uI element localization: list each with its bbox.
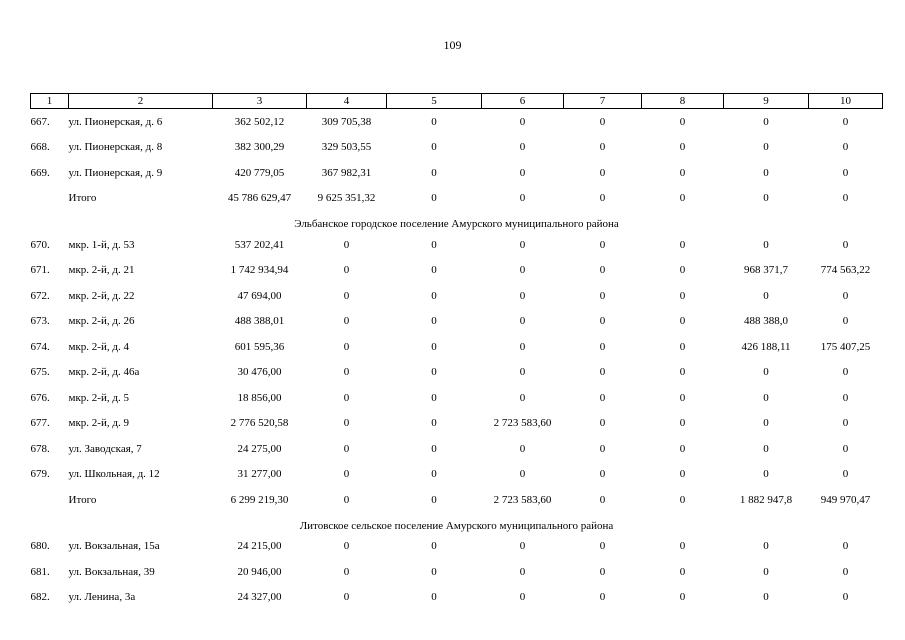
col-8-value: 0 [679, 493, 686, 506]
column-header: 3 [213, 94, 307, 109]
col-7-value: 0 [599, 565, 606, 578]
col-7-value: 0 [599, 115, 606, 128]
col-3-value: 31 277,00 [237, 468, 282, 481]
col-6-value: 2 723 583,60 [493, 417, 552, 430]
col-5-value: 0 [431, 315, 437, 328]
row-number [31, 487, 69, 513]
row-number: 680. [30, 540, 50, 553]
col-5-value: 0 [431, 417, 437, 430]
col-8-value: 0 [679, 315, 686, 328]
page-number: 109 [443, 38, 462, 52]
col-9-value: 0 [763, 391, 769, 404]
table-row [31, 534, 883, 560]
col-3-value: 420 779,05 [234, 166, 285, 179]
address: ул. Вокзальная, 39 [68, 565, 155, 578]
col-4-value: 9 625 351,32 [317, 192, 376, 205]
col-5-value: 0 [431, 166, 437, 179]
col-3-value: 2 776 520,58 [230, 417, 289, 430]
col-4-value: 0 [343, 591, 350, 604]
col-5-value: 0 [431, 493, 437, 506]
col-3-value: 24 275,00 [237, 442, 282, 455]
address: ул. Школьная, д. 12 [68, 468, 160, 481]
row-number: 676. [30, 391, 50, 404]
col-10-value: 0 [842, 115, 849, 128]
column-header: 2 [69, 94, 213, 109]
col-8-value: 0 [679, 289, 686, 302]
address: мкр. 2-й, д. 5 [68, 391, 129, 404]
col-3-value: 20 946,00 [237, 565, 282, 578]
col-9-value: 0 [763, 238, 769, 251]
col-6-value: 0 [519, 115, 526, 128]
col-3-value: 24 327,00 [237, 591, 282, 604]
col-10-value: 0 [842, 366, 849, 379]
address: мкр. 1-й, д. 53 [68, 238, 135, 251]
column-header: 8 [642, 94, 724, 109]
col-9-value: 0 [763, 366, 769, 379]
col-7-value: 0 [599, 391, 606, 404]
col-10-value: 774 563,22 [820, 264, 871, 277]
col-4-value: 0 [343, 493, 350, 506]
table-row [31, 411, 883, 437]
col-5-value: 0 [431, 540, 437, 553]
column-header: 6 [482, 94, 564, 109]
col-9-value: 0 [763, 115, 769, 128]
col-9-value: 0 [763, 192, 769, 205]
col-6-value: 0 [519, 391, 526, 404]
address: ул. Пионерская, д. 6 [68, 115, 163, 128]
address: Итого [68, 192, 97, 205]
col-8-value: 0 [679, 238, 686, 251]
address: Итого [68, 493, 97, 506]
col-10-value: 949 970,47 [820, 493, 871, 506]
row-number: 674. [30, 340, 50, 353]
col-8-value: 0 [679, 468, 686, 481]
col-5-value: 0 [431, 591, 437, 604]
col-9-value: 0 [763, 166, 769, 179]
col-7-value: 0 [599, 289, 606, 302]
col-4-value: 0 [343, 264, 350, 277]
col-7-value: 0 [599, 493, 606, 506]
col-9-value: 426 188,11 [741, 340, 791, 353]
col-3-value: 601 595,36 [234, 340, 285, 353]
col-9-value: 0 [763, 468, 769, 481]
col-4-value: 0 [343, 340, 350, 353]
address: ул. Вокзальная, 15а [68, 540, 160, 553]
col-4-value: 0 [343, 366, 350, 379]
col-7-value: 0 [599, 591, 606, 604]
col-10-value: 175 407,25 [820, 340, 871, 353]
col-7-value: 0 [599, 238, 606, 251]
table-row [31, 283, 883, 309]
table-row [31, 436, 883, 462]
col-10-value: 0 [842, 238, 849, 251]
col-4-value: 0 [343, 540, 350, 553]
col-9-value: 968 371,7 [744, 264, 788, 277]
column-header: 5 [387, 94, 482, 109]
col-6-value: 0 [519, 289, 526, 302]
col-10-value: 0 [842, 391, 849, 404]
col-6-value: 0 [519, 166, 526, 179]
col-3-value: 382 300,29 [234, 141, 285, 154]
col-9-value: 0 [763, 141, 769, 154]
col-9-value: 0 [763, 591, 769, 604]
row-number: 675. [30, 366, 50, 379]
table-row [31, 232, 883, 258]
col-5-value: 0 [431, 192, 437, 205]
col-3-value: 24 215,00 [237, 540, 282, 553]
address: мкр. 2-й, д. 22 [68, 289, 135, 302]
col-8-value: 0 [679, 115, 686, 128]
col-5-value: 0 [431, 442, 437, 455]
column-header: 10 [809, 94, 883, 109]
row-number: 673. [30, 315, 50, 328]
header-row [31, 94, 883, 109]
row-number: 667. [30, 115, 50, 128]
col-3-value: 45 786 629,47 [227, 192, 292, 205]
col-3-value: 47 694,00 [237, 289, 282, 302]
col-5-value: 0 [431, 565, 437, 578]
col-8-value: 0 [679, 192, 686, 205]
column-header: 1 [31, 94, 69, 109]
table-row [31, 462, 883, 488]
row-number: 671. [30, 264, 50, 277]
col-5-value: 0 [431, 468, 437, 481]
col-5-value: 0 [431, 391, 437, 404]
col-5-value: 0 [431, 289, 437, 302]
col-6-value: 0 [519, 366, 526, 379]
col-3-value: 30 476,00 [237, 366, 282, 379]
col-7-value: 0 [599, 166, 606, 179]
col-10-value: 0 [842, 468, 849, 481]
table-row [31, 309, 883, 335]
col-10-value: 0 [842, 141, 849, 154]
col-7-value: 0 [599, 417, 606, 430]
section-row [31, 513, 883, 534]
table-row [31, 109, 883, 135]
address: ул. Ленина, 3а [68, 591, 136, 604]
column-header: 7 [564, 94, 642, 109]
col-6-value: 0 [519, 141, 526, 154]
col-7-value: 0 [599, 340, 606, 353]
col-9-value: 0 [763, 289, 769, 302]
col-4-value: 0 [343, 468, 350, 481]
col-8-value: 0 [679, 565, 686, 578]
col-4-value: 0 [343, 417, 350, 430]
col-8-value: 0 [679, 141, 686, 154]
col-10-value: 0 [842, 540, 849, 553]
address: мкр. 2-й, д. 4 [68, 340, 129, 353]
col-9-value: 1 882 947,8 [739, 493, 793, 506]
col-9-value: 0 [763, 565, 769, 578]
col-6-value: 0 [519, 565, 526, 578]
address: ул. Пионерская, д. 9 [68, 166, 163, 179]
col-8-value: 0 [679, 417, 686, 430]
col-4-value: 0 [343, 565, 350, 578]
table-body [31, 109, 883, 611]
row-number [31, 186, 69, 212]
col-7-value: 0 [599, 141, 606, 154]
table-row [31, 360, 883, 386]
col-9-value: 0 [763, 442, 769, 455]
col-10-value: 0 [842, 591, 849, 604]
col-7-value: 0 [599, 468, 606, 481]
row-number: 682. [30, 591, 50, 604]
table-row [31, 160, 883, 186]
row-number: 670. [30, 238, 50, 251]
col-4-value: 329 503,55 [321, 141, 372, 154]
col-10-value: 0 [842, 315, 849, 328]
total-row [31, 487, 883, 513]
col-9-value: 0 [763, 540, 769, 553]
col-6-value: 0 [519, 442, 526, 455]
col-8-value: 0 [679, 366, 686, 379]
address: мкр. 2-й, д. 9 [68, 417, 129, 430]
data-table [30, 93, 883, 610]
col-10-value: 0 [842, 442, 849, 455]
col-5-value: 0 [431, 238, 437, 251]
col-5-value: 0 [431, 366, 437, 379]
col-4-value: 367 982,31 [321, 166, 372, 179]
col-9-value: 0 [763, 417, 769, 430]
col-10-value: 0 [842, 166, 849, 179]
col-3-value: 488 388,01 [234, 315, 285, 328]
col-6-value: 0 [519, 340, 526, 353]
col-6-value: 0 [519, 540, 526, 553]
row-number: 679. [30, 468, 50, 481]
col-4-value: 0 [343, 238, 350, 251]
col-4-value: 0 [343, 289, 350, 302]
col-3-value: 6 299 219,30 [230, 493, 289, 506]
row-number: 678. [30, 442, 50, 455]
address: мкр. 2-й, д. 21 [68, 264, 135, 277]
col-6-value: 0 [519, 315, 526, 328]
total-row [31, 186, 883, 212]
col-6-value: 0 [519, 192, 526, 205]
row-number: 681. [30, 565, 50, 578]
col-8-value: 0 [679, 540, 686, 553]
col-7-value: 0 [599, 315, 606, 328]
col-5-value: 0 [431, 115, 437, 128]
row-number: 668. [30, 141, 50, 154]
col-6-value: 0 [519, 591, 526, 604]
table-row [31, 385, 883, 411]
col-5-value: 0 [431, 264, 437, 277]
col-4-value: 0 [343, 315, 350, 328]
col-4-value: 309 705,38 [321, 115, 372, 128]
col-8-value: 0 [679, 591, 686, 604]
table-row [31, 334, 883, 360]
col-6-value: 2 723 583,60 [493, 493, 552, 506]
col-7-value: 0 [599, 366, 606, 379]
col-10-value: 0 [842, 289, 849, 302]
col-6-value: 0 [519, 468, 526, 481]
col-10-value: 0 [842, 565, 849, 578]
row-number: 669. [30, 166, 50, 179]
col-6-value: 0 [519, 264, 526, 277]
col-3-value: 18 856,00 [237, 391, 282, 404]
row-number: 672. [30, 289, 50, 302]
col-8-value: 0 [679, 442, 686, 455]
col-8-value: 0 [679, 391, 686, 404]
address: ул. Пионерская, д. 8 [68, 141, 163, 154]
col-10-value: 0 [842, 417, 849, 430]
column-header: 9 [724, 94, 809, 109]
col-8-value: 0 [679, 166, 686, 179]
section-row [31, 211, 883, 232]
col-7-value: 0 [599, 192, 606, 205]
row-number: 677. [30, 417, 50, 430]
address: ул. Заводская, 7 [68, 442, 142, 455]
section-title: Эльбанское городское поселение Амурского муниципального района [294, 218, 619, 230]
col-7-value: 0 [599, 540, 606, 553]
col-3-value: 537 202,41 [234, 238, 285, 251]
col-8-value: 0 [679, 340, 686, 353]
section-title: Литовское сельское поселение Амурского муниципального района [299, 519, 614, 532]
col-5-value: 0 [431, 340, 437, 353]
col-3-value: 1 742 934,94 [230, 264, 289, 277]
address: мкр. 2-й, д. 46а [68, 366, 140, 379]
col-10-value: 0 [842, 192, 849, 205]
column-header: 4 [307, 94, 387, 109]
col-9-value: 488 388,0 [744, 315, 788, 328]
col-7-value: 0 [599, 264, 606, 277]
col-5-value: 0 [431, 141, 437, 154]
table-row [31, 559, 883, 585]
table-row [31, 585, 883, 611]
col-4-value: 0 [343, 442, 350, 455]
col-4-value: 0 [343, 391, 350, 404]
col-7-value: 0 [599, 442, 606, 455]
col-8-value: 0 [679, 264, 686, 277]
table-row [31, 258, 883, 284]
address: мкр. 2-й, д. 26 [68, 315, 135, 328]
table-row [31, 135, 883, 161]
col-3-value: 362 502,12 [234, 115, 285, 128]
col-6-value: 0 [519, 238, 526, 251]
